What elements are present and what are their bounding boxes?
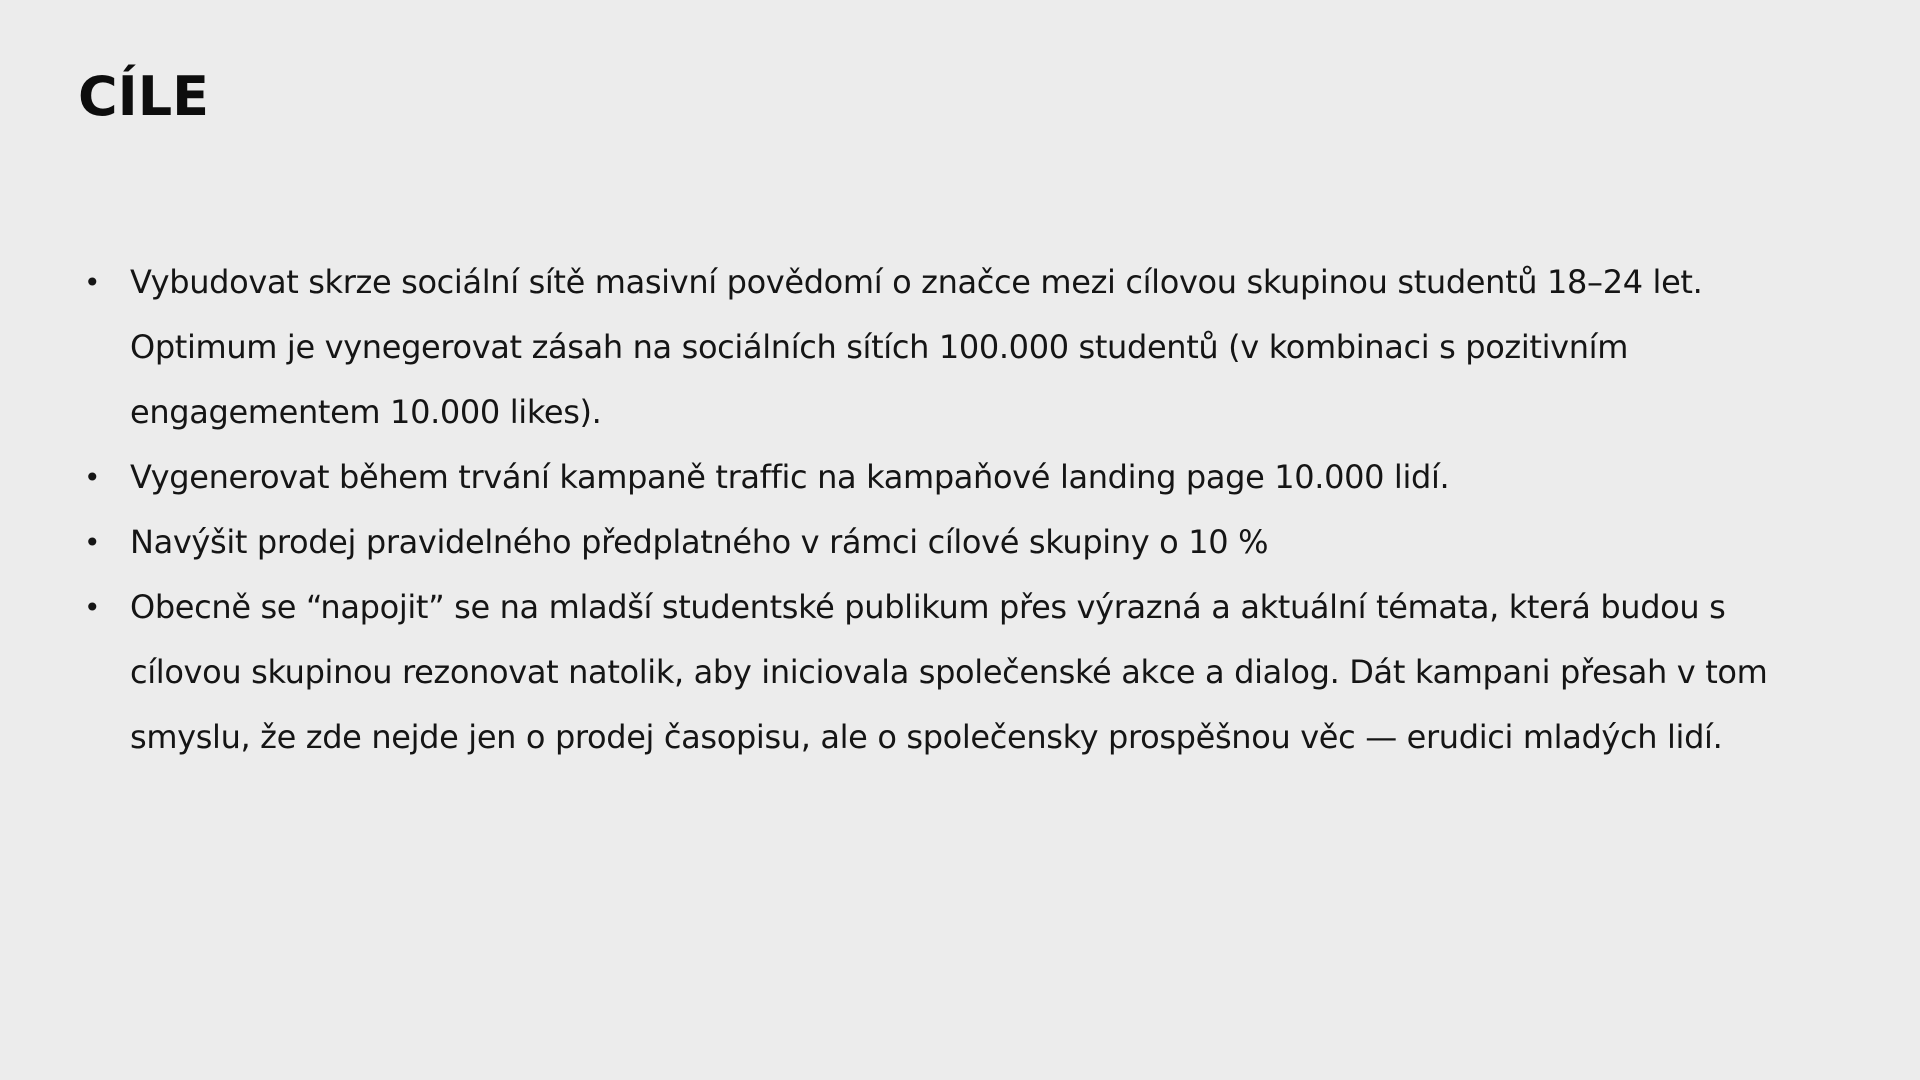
list-item [0,510,1920,575]
slide-title: CÍLE [78,65,210,128]
goal-text: Vybudovat skrze sociální sítě masivní povědomí o značce mezi cílovou skupinou studentů 18–24 let. Optimum je vynegerovat zásah na sociálních sítích 100.000 studentů (v kombinaci s pozitivním engagementem 10.000 likes). [130,263,1703,431]
goal-text: Navýšit prodej pravidelného předplatného v rámci cílové skupiny o 10 % [130,523,1269,561]
bullet-icon: • [84,266,101,299]
bullet-icon: • [84,526,101,559]
goal-text: Obecně se “napojit” se na mladší studentské publikum přes výrazná a aktuální témata, která budou s cílovou skupinou rezonovat natolik, aby iniciovala společenské akce a dialog. Dát kampani přesah v tom smyslu, že zde nejde jen o prodej časopisu, ale o společensky prospěšnou věc — erudici mladých lidí. [130,588,1768,756]
list-item [0,250,1920,445]
bullet-icon: • [84,591,101,624]
list-item [0,445,1920,510]
list-item [0,575,1920,770]
bullet-icon: • [84,461,101,494]
goals-list [0,250,1920,770]
goal-text: Vygenerovat během trvání kampaně traffic na kampaňové landing page 10.000 lidí. [130,458,1450,496]
